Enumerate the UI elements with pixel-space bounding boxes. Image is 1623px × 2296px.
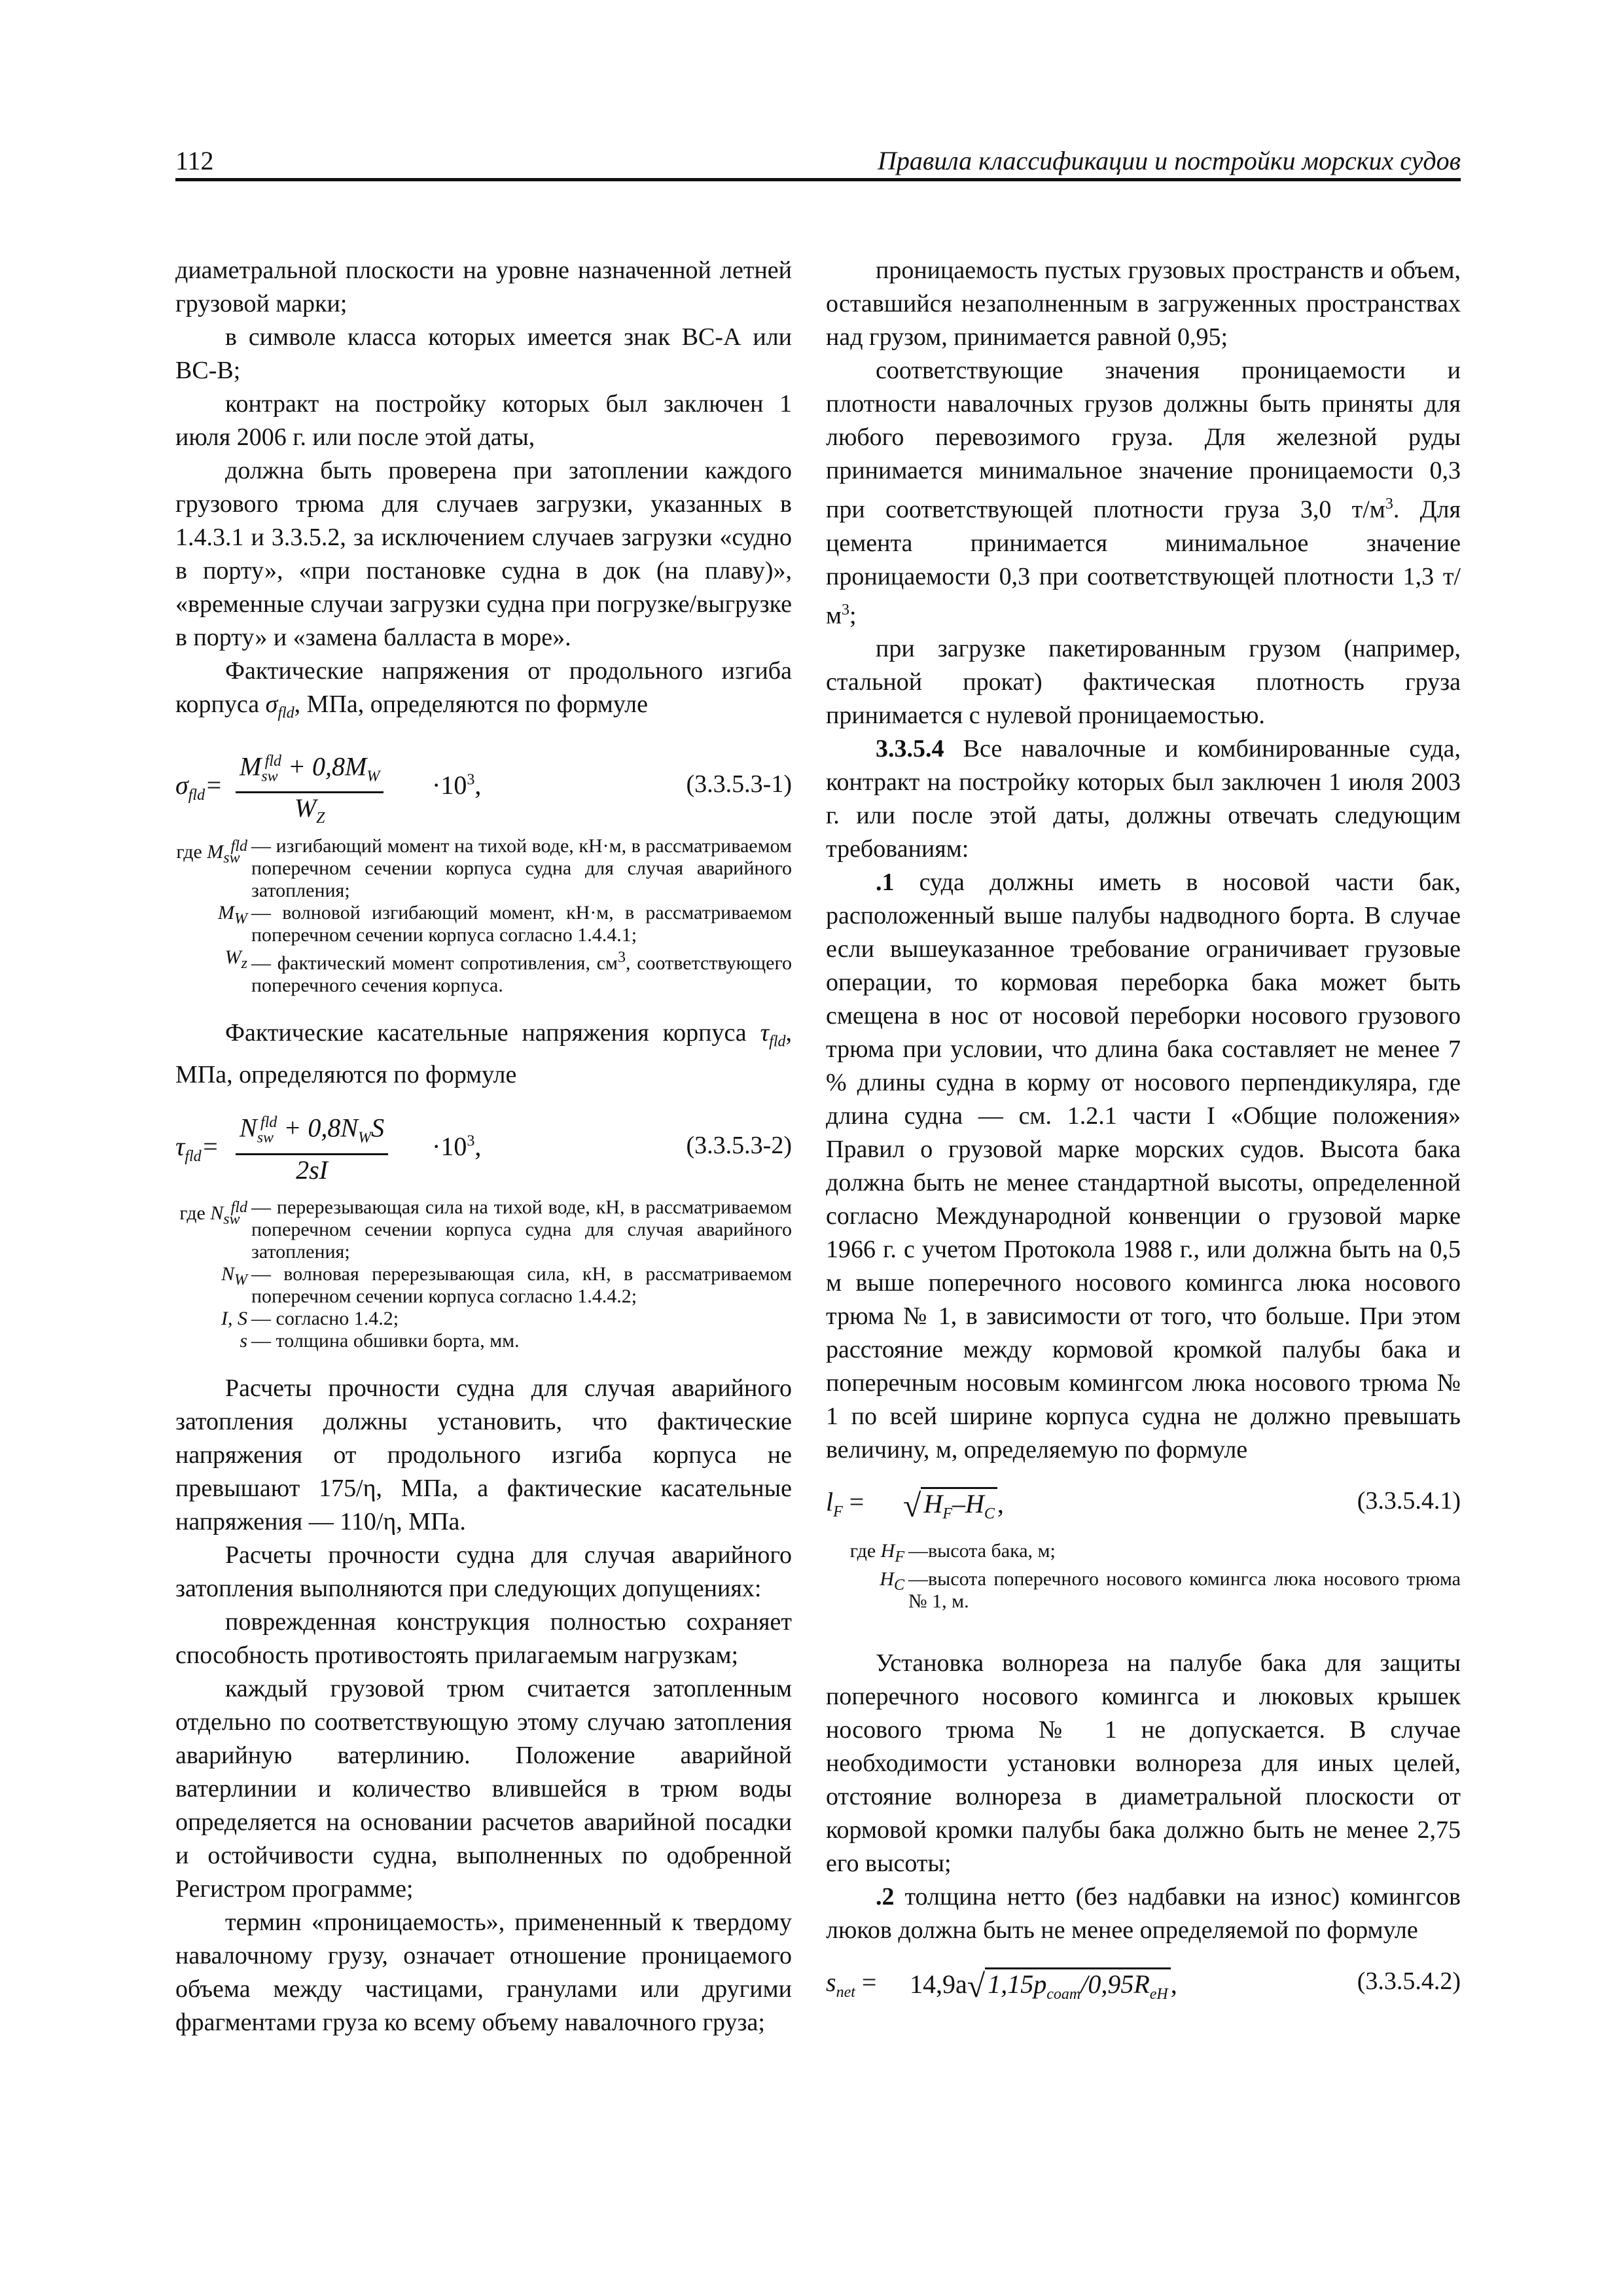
paragraph: Фактические напряжения от продольного изгиба корпуса $\sigma_{fld}$, МПа, определяются по формуле [175, 657, 792, 722]
paragraph: поврежденная конструкция полностью сохраняет способность противостоять прилагаемым нагрузкам; [175, 1608, 792, 1670]
right-column [826, 254, 1461, 2020]
paragraph: диаметральной плоскости на уровне назначенной летней грузовой марки; [175, 257, 792, 317]
formula-lhs: $\sigma_{fld}=$ [175, 770, 223, 804]
legend-row: где $H_F$ —высота бака, м; [849, 1540, 1056, 1566]
formula-fraction: $M_{sw}^{fld} + 0,8M_W$ $W_Z$ [236, 746, 383, 833]
left-column [175, 254, 792, 2039]
formula-tail: $\cdot 10^3$, [432, 1132, 482, 1162]
paragraph: контракт на постройку которых был заключен 1 июля 2006 г. или после этой даты, [175, 390, 792, 451]
paragraph: 3.3.5.4 Все навалочные и комбинированные суда, контракт на постройку которых был заключен 1 июля 2003 г. или после этой даты, должны отвечать следующим требованиям: [826, 735, 1461, 863]
legend-row: $M_W$ — волновой изгибающий момент, кН·м, в рассматриваемом поперечном сечении корпуса согласно 1.4.4.1; [218, 901, 792, 946]
header-rule [175, 178, 1461, 181]
legend-row: $W_z$ — фактический момент сопротивления, $см^3$, соответствующего поперечного сечения корпуса. [224, 946, 793, 996]
legend-row: $H_C$ —высота поперечного носового комингса люка носового трюма № 1, м. [880, 1568, 1461, 1613]
formula-3-3-5-4-2 [826, 1962, 1461, 2007]
paragraph: Расчеты прочности судна для случая аварийного затопления должны установить, что фактические напряжения от продольного изгиба корпуса не превышают 175/η, МПа, а фактические касательные напряжения — 110/η, МПа. [175, 1374, 792, 1536]
paragraph: проницаемость пустых грузовых пространств и объем, оставшийся незаполненным в загруженных пространствах над грузом, принимается равной 0,95; [826, 257, 1461, 351]
formula-3-3-5-3-2 [175, 1107, 792, 1185]
formula-number: (3.3.5.3-2) [686, 1132, 792, 1160]
formula-legend [826, 1540, 1461, 1613]
legend-row: s — толщина обшивки борта, мм. [240, 1330, 520, 1352]
formula-fraction: $N_{sw}^{fld} + 0,8N_WS$ 2sI [236, 1107, 388, 1185]
formula-sqrt: 14,9a√ $1,15p_{coam}/0,95R_{eH}$ , [910, 1967, 1177, 2005]
paragraph: .1 суда должны иметь в носовой части бак, расположенный выше палубы надводного борта. В случае если вышеуказанное требование ограничивает грузовые операции, то кормовая переборка бака может быть смещена в нос от носовой переборки носового грузового трюма при условии, что длина бака составляет не менее 7 % длины судна в корму от носового перпендикуляра, где длина судна — см. 1.2.1 части I «Общие положения» Правил о грузовой марке морских судов. Высота бака должна быть не менее стандартной высоты, определенной согласно Международной конвенции о грузовой марке 1966 г. с учетом Протокола 1988 г., или должна быть на 0,5 м выше поперечного носового комингса люка носового трюма № 1, в зависимости от того, что больше. При этом расстояние между кормовой кромкой палубы бака и поперечным носовым комингсом люка носового трюма № 1 по всей ширине корпуса судна не должно превышать величину, м, определяемую по формуле [826, 869, 1461, 1464]
paragraph: при загрузке пакетированным грузом (например, стальной прокат) фактическая плотность груза принимается с нулевой проницаемостью. [826, 635, 1461, 730]
formula-lhs: $\tau_{fld}=$ [175, 1132, 219, 1166]
paragraph: соответствующие значения проницаемости и плотности навалочных грузов должны быть приняты для любого перевозимого груза. Для железной руды принимается минимальное значение проницаемости 0,3 при соответствующей плотности груза 3,0 $т/м^3$. Для цемента принимается минимальное значение проницаемости 0,3 при соответствующей плотности 1,3 $т/м^3$; [826, 357, 1461, 630]
paragraph: каждый грузовой трюм считается затопленным отдельно по соответствующую этому случаю затопления аварийную ватерлинию. Положение аварийной ватерлинии и количество влившейся в трюм воды определяется на основании расчетов аварийной посадки и остойчивости судна, выполненных по одобренной Регистром программе; [175, 1675, 792, 1903]
paragraph: термин «проницаемость», примененный к твердому навалочному грузу, означает отношение проницаемого объема между частицами, гранулами или другими фрагментами груза ко всему объему навалочного груза; [175, 1909, 792, 2037]
formula-legend [175, 1196, 792, 1352]
formula-number: (3.3.5.4.2) [1357, 1967, 1461, 1996]
formula-legend [175, 835, 792, 997]
paragraph: .2 толщина нетто (без надбавки на износ) комингсов люков должна быть не менее определяемой по формуле [826, 1883, 1461, 1945]
paragraph: Фактические касательные напряжения корпуса $\tau_{fld}$, МПа, определяются по формуле [175, 1018, 793, 1089]
legend-row: где $M_{sw}^{fld}$ — изгибающий момент на тихой воде, кН·м, в рассматриваемом поперечном сечении корпуса судна для случая аварийного затопления; [176, 834, 792, 901]
legend-row: где $N_{sw}^{fld}$ — перерезывающая сила на тихой воде, кН, в рассматриваемом поперечном сечении корпуса судна для случая аварийного затопления; [179, 1196, 792, 1263]
formula-lhs: $s_{net}$ = [826, 1967, 877, 2001]
formula-3-3-5-4-1 [826, 1481, 1461, 1527]
legend-row: $N_W$ — волновая перерезывающая сила, кН, в рассматриваемом поперечном сечении корпуса согласно 1.4.4.2; [221, 1263, 792, 1308]
formula-number: (3.3.5.4.1) [1357, 1487, 1461, 1515]
paragraph: Установка волнореза на палубе бака для защиты поперечного носового комингса и люковых крышек носового трюма № 1 не допускается. В случае необходимости установки волнореза для иных целей, отстояние волнореза в диаметральной плоскости от кормовой кромки палубы бака должно быть не менее 2,75 его высоты; [826, 1649, 1461, 1878]
page-number: 112 [175, 146, 214, 175]
formula-lhs: $l_F$ = [826, 1487, 865, 1521]
formula-sqrt: √ $H_F-H_C$ , [903, 1487, 1004, 1524]
formula-3-3-5-3-1 [175, 746, 792, 827]
running-title: Правила классификации и постройки морских судов [877, 146, 1461, 175]
paragraph: Расчеты прочности судна для случая аварийного затопления выполняются при следующих допущениях: [175, 1541, 792, 1603]
page-header [175, 145, 1461, 179]
paragraph: в символе класса которых имеется знак ВС-А или ВС-В; [175, 323, 792, 384]
formula-tail: $\cdot 10^3$, [432, 770, 482, 800]
legend-row: I, S — согласно 1.4.2; [221, 1308, 399, 1330]
spacer [826, 1632, 1461, 1647]
formula-number: (3.3.5.3-1) [686, 770, 792, 798]
paragraph: должна быть проверена при затоплении каждого грузового трюма для случаев загрузки, указанных в 1.4.3.1 и 3.3.5.2, за исключением случаев загрузки «судно в порту», «при постановке судна в док (на плаву)», «временные случаи загрузки судна при погрузке/выгрузке в порту» и «замена балласта в море». [175, 457, 792, 651]
